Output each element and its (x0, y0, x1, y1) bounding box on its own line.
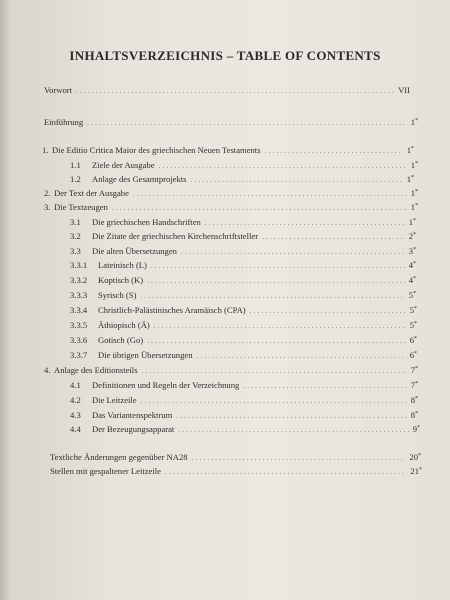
page-number: 7 (410, 365, 415, 375)
page-number: 7 (410, 380, 415, 390)
toc-entry (70, 380, 418, 394)
dot-leader (142, 367, 407, 375)
toc-entry-page (411, 410, 418, 420)
dot-leader (192, 454, 406, 462)
page-number: 2 (408, 231, 413, 241)
dot-leader (76, 87, 394, 95)
toc-entry-label: Koptisch (K) (98, 275, 144, 285)
dot-leader (178, 426, 408, 434)
toc-entry-page (411, 380, 418, 390)
page-number: 4 (408, 275, 413, 285)
toc-entry-number: 3.3.1 (70, 260, 88, 270)
toc-entry (50, 452, 421, 466)
page-asterisk: * (415, 396, 418, 402)
toc-entry-number: 4.2 (70, 395, 81, 405)
page-asterisk: * (414, 306, 417, 312)
page-number: 5 (409, 305, 414, 315)
toc-entry-label: Einführung (44, 117, 84, 127)
toc-entry-label: Die Zitate der griechischen Kirchenschriftsteller (92, 231, 259, 241)
toc-entry-page (409, 217, 416, 227)
toc-entry-page (410, 466, 422, 476)
page-number: 1 (410, 202, 415, 212)
toc-entry-label: Textliche Änderungen gegenüber NA28 (50, 452, 188, 462)
dot-leader (243, 382, 406, 390)
page-asterisk: * (414, 351, 417, 357)
toc-entry-page (410, 350, 417, 360)
toc-entry-page (410, 305, 417, 315)
toc-entry (70, 246, 416, 260)
toc-entry-page (411, 188, 418, 198)
toc-entry (44, 117, 418, 131)
page-number: 8 (410, 410, 415, 420)
page-number: 4 (408, 260, 413, 270)
toc-entry-number: 3.3.7 (70, 350, 88, 360)
dot-leader (154, 322, 406, 330)
page-asterisk: * (415, 189, 418, 195)
page-number: 8 (410, 395, 415, 405)
page-number: 5 (409, 320, 414, 330)
page-number: 1 (406, 174, 411, 184)
page-asterisk: * (415, 203, 418, 209)
dot-leader (250, 307, 406, 315)
toc-entry-page (413, 424, 420, 434)
toc-entry-number: 3. (44, 202, 51, 212)
toc-entry-label: Anlage des Editionsteils (54, 365, 138, 375)
toc-entry (70, 410, 418, 424)
dot-leader (159, 162, 407, 170)
toc-entry-label: Die griechischen Handschriften (92, 217, 201, 227)
toc-entry-page (411, 395, 418, 405)
toc-entry (70, 174, 414, 188)
toc-entry (70, 305, 417, 319)
page-asterisk: * (415, 118, 418, 124)
toc-entry-number: 4. (44, 365, 51, 375)
dot-leader (265, 147, 403, 155)
page-number: 5 (408, 290, 413, 300)
toc-entry-number: 3.3.4 (70, 305, 88, 315)
page-number: 1 (410, 160, 415, 170)
toc-entry (44, 188, 418, 202)
toc-entry-label: Der Text der Ausgabe (54, 188, 129, 198)
toc-entry-page (409, 275, 416, 285)
page-asterisk: * (415, 161, 418, 167)
toc-entry (70, 160, 418, 174)
toc-entry-number: 3.3 (70, 246, 81, 256)
toc-entry-number: 3.3.5 (70, 320, 88, 330)
toc-entry-label: Die übrigen Übersetzungen (98, 350, 193, 360)
toc-entry (70, 350, 417, 364)
page-asterisk: * (414, 336, 417, 342)
page-number: 1 (408, 217, 413, 227)
toc-entry-page (409, 231, 416, 241)
page-number: VII (398, 85, 410, 95)
toc-entry (44, 85, 410, 99)
toc-entry-label: Lateinisch (L) (98, 260, 147, 270)
toc-entry-number: 1. (42, 145, 49, 155)
toc-entry-label: Syrisch (S) (98, 290, 137, 300)
dot-leader (176, 412, 406, 420)
toc-entry-label: Äthiopisch (Ä) (98, 320, 150, 330)
page-asterisk: * (413, 218, 416, 224)
toc-entry-page (410, 320, 417, 330)
dot-leader (133, 190, 407, 198)
page-asterisk: * (415, 381, 418, 387)
page-asterisk: * (414, 321, 417, 327)
toc-entry-number: 1.2 (70, 174, 81, 184)
toc-entry-label: Anlage des Gesamtprojekts (92, 174, 187, 184)
page-asterisk: * (418, 453, 421, 459)
toc-entry-label: Christlich-Palästinisches Aramäisch (CPA) (98, 305, 246, 315)
page-asterisk: * (417, 425, 420, 431)
toc-entry-page (411, 117, 418, 127)
toc-entry (50, 466, 422, 480)
toc-entry-number: 3.1 (70, 217, 81, 227)
dot-leader (141, 397, 407, 405)
dot-leader (151, 262, 405, 270)
toc-entry-page (411, 160, 418, 170)
toc-entry-number: 3.2 (70, 231, 81, 241)
toc-entry (70, 290, 416, 304)
page-asterisk: * (413, 247, 416, 253)
toc-entry-number: 4.1 (70, 380, 81, 390)
dot-leader (197, 352, 406, 360)
page-number: 21 (410, 466, 419, 476)
dot-leader (165, 468, 406, 476)
toc-entry-number: 1.1 (70, 160, 81, 170)
toc-entry-label: Die Leitzeile (92, 395, 137, 405)
dot-leader (147, 277, 405, 285)
toc-entry-label: Definitionen und Regeln der Verzeichnung (92, 380, 240, 390)
dot-leader (147, 337, 406, 345)
toc-entry (70, 424, 420, 438)
page-asterisk: * (413, 276, 416, 282)
dot-leader (140, 292, 404, 300)
page-asterisk: * (415, 411, 418, 417)
dot-leader (191, 176, 403, 184)
toc-entry-label: Der Bezeugungsapparat (92, 424, 175, 434)
page-asterisk: * (415, 366, 418, 372)
toc-entry-page (409, 246, 416, 256)
toc-entry (70, 217, 416, 231)
toc-entry-label: Die Textzeugen (54, 202, 108, 212)
toc-entry (70, 260, 416, 274)
page-number: 1 (410, 117, 415, 127)
dot-leader (112, 204, 407, 212)
page-asterisk: * (419, 467, 422, 473)
toc-entry-page (407, 174, 414, 184)
toc-entry-page (409, 260, 416, 270)
toc-entry-label: Die alten Übersetzungen (92, 246, 177, 256)
toc-entry-page (411, 202, 418, 212)
toc-entry (44, 365, 418, 379)
toc-entry (44, 202, 418, 216)
page-number: 3 (408, 246, 413, 256)
toc-entry-page (409, 452, 421, 462)
toc-entry-page (411, 365, 418, 375)
dot-leader (262, 233, 405, 241)
page-number: 6 (409, 350, 414, 360)
toc-entry-number: 4.4 (70, 424, 81, 434)
toc-entry-page (410, 335, 417, 345)
toc-entry-label: Vorwort (44, 85, 73, 95)
toc-entry-label: Ziele der Ausgabe (92, 160, 155, 170)
page-asterisk: * (413, 291, 416, 297)
toc-entry-label: Die Editio Critica Maior des griechischen Neuen Testaments (52, 145, 261, 155)
page-asterisk: * (413, 261, 416, 267)
page-title: INHALTSVERZEICHNIS – TABLE OF CONTENTS (69, 48, 381, 63)
toc-entry (70, 275, 416, 289)
toc-entry (70, 320, 417, 334)
page-asterisk: * (413, 232, 416, 238)
page-number: 20 (409, 452, 418, 462)
page-number: 6 (409, 335, 414, 345)
dot-leader (205, 219, 405, 227)
toc-entry-number: 3.3.2 (70, 275, 88, 285)
toc-entry-label: Stellen mit gespaltener Leitzeile (50, 466, 161, 476)
toc-entry (70, 395, 418, 409)
toc-entry-number: 4.3 (70, 410, 81, 420)
toc-entry (70, 231, 416, 245)
page-number: 1 (406, 145, 411, 155)
toc-entry (42, 145, 414, 159)
toc-entry-number: 3.3.3 (70, 290, 88, 300)
dot-leader (87, 119, 407, 127)
toc-entry-label: Gotisch (Go) (98, 335, 144, 345)
toc-entry-number: 3.3.6 (70, 335, 88, 345)
dot-leader (181, 248, 405, 256)
toc-entry-page (409, 290, 416, 300)
page-asterisk: * (411, 175, 414, 181)
toc-entry-page (398, 85, 410, 95)
toc-entry-label: Das Variantenspektrum (92, 410, 173, 420)
toc-entry-number: 2. (44, 188, 51, 198)
toc-entry-page (407, 145, 414, 155)
page-asterisk: * (411, 146, 414, 152)
page-number: 1 (410, 188, 415, 198)
page-number: 9 (412, 424, 417, 434)
toc-entry (70, 335, 417, 349)
